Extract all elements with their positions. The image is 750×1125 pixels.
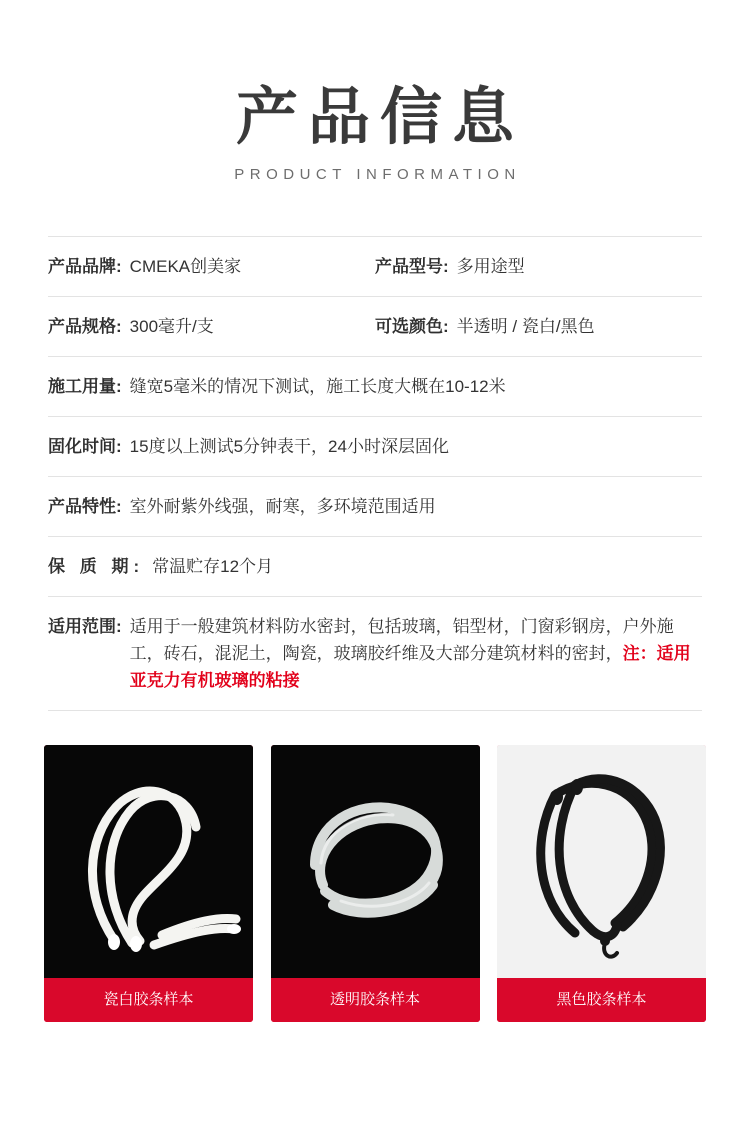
transparent-strand-illustration — [271, 745, 480, 978]
sample-photo-transparent — [271, 745, 480, 978]
spec-label: 产品特性: — [48, 497, 122, 516]
spec-value: 半透明 / 瓷白/黑色 — [456, 317, 595, 336]
spec-value: CMEKA创美家 — [129, 257, 242, 276]
sample-card-white[interactable] — [44, 745, 253, 1022]
sample-photo-white — [44, 745, 253, 978]
page-title: 产品信息 — [235, 83, 524, 152]
black-strand-illustration — [497, 745, 706, 978]
sample-caption: 黑色胶条样本 — [497, 978, 706, 1022]
spec-row — [48, 537, 702, 597]
spec-cell — [48, 373, 702, 400]
spec-row — [48, 477, 702, 537]
spec-cell — [375, 313, 702, 340]
spec-value: 300毫升/支 — [129, 317, 214, 336]
spec-cell — [48, 493, 702, 520]
sample-caption: 瓷白胶条样本 — [44, 978, 253, 1022]
spec-cell — [48, 433, 702, 460]
spec-label: 施工用量: — [48, 377, 122, 396]
spec-label: 适用范围: — [48, 617, 122, 636]
spec-row — [48, 236, 702, 297]
page-subtitle: PRODUCT INFORMATION — [234, 166, 521, 183]
spec-cell — [48, 253, 375, 280]
spec-label: 产品规格: — [48, 317, 122, 336]
sample-card-transparent[interactable] — [271, 745, 480, 1022]
sample-photo-black — [497, 745, 706, 978]
spec-table — [48, 236, 702, 711]
spec-cell — [375, 253, 702, 280]
spec-label: 产品品牌: — [48, 257, 122, 276]
white-strand-illustration — [44, 745, 253, 978]
sample-caption: 透明胶条样本 — [271, 978, 480, 1022]
spec-row — [48, 357, 702, 417]
spec-cell — [48, 553, 702, 580]
sample-card-black[interactable] — [497, 745, 706, 1022]
spec-value-text: 适用于一般建筑材料防水密封，包括玻璃，铝型材，门窗彩钢房，户外施工，砖石，混泥土，陶瓷，玻璃胶纤维及大部分建筑材料的密封， — [129, 617, 674, 663]
spec-label: 可选颜色: — [375, 317, 449, 336]
spec-label: 固化时间: — [48, 437, 122, 456]
spec-cell — [48, 613, 702, 694]
spec-cell — [48, 313, 375, 340]
sample-gallery — [44, 745, 706, 1022]
spec-value: 室外耐紫外线强，耐寒，多环境范围适用 — [129, 497, 436, 516]
spec-value-highlight: 注：适用亚克力有机玻璃的粘接 — [129, 644, 691, 690]
spec-value: 常温贮存12个月 — [152, 557, 274, 576]
page-header — [0, 0, 750, 183]
spec-label: 产品型号: — [375, 257, 449, 276]
spec-value: 15度以上测试5分钟表干，24小时深层固化 — [129, 437, 449, 456]
spec-row — [48, 597, 702, 711]
spec-value — [130, 613, 702, 694]
spec-row — [48, 417, 702, 477]
spec-label: 保 质 期: — [48, 557, 145, 576]
spec-row — [48, 297, 702, 357]
spec-value: 缝宽5毫米的情况下测试，施工长度大概在10-12米 — [129, 377, 506, 396]
spec-value: 多用途型 — [456, 257, 525, 276]
